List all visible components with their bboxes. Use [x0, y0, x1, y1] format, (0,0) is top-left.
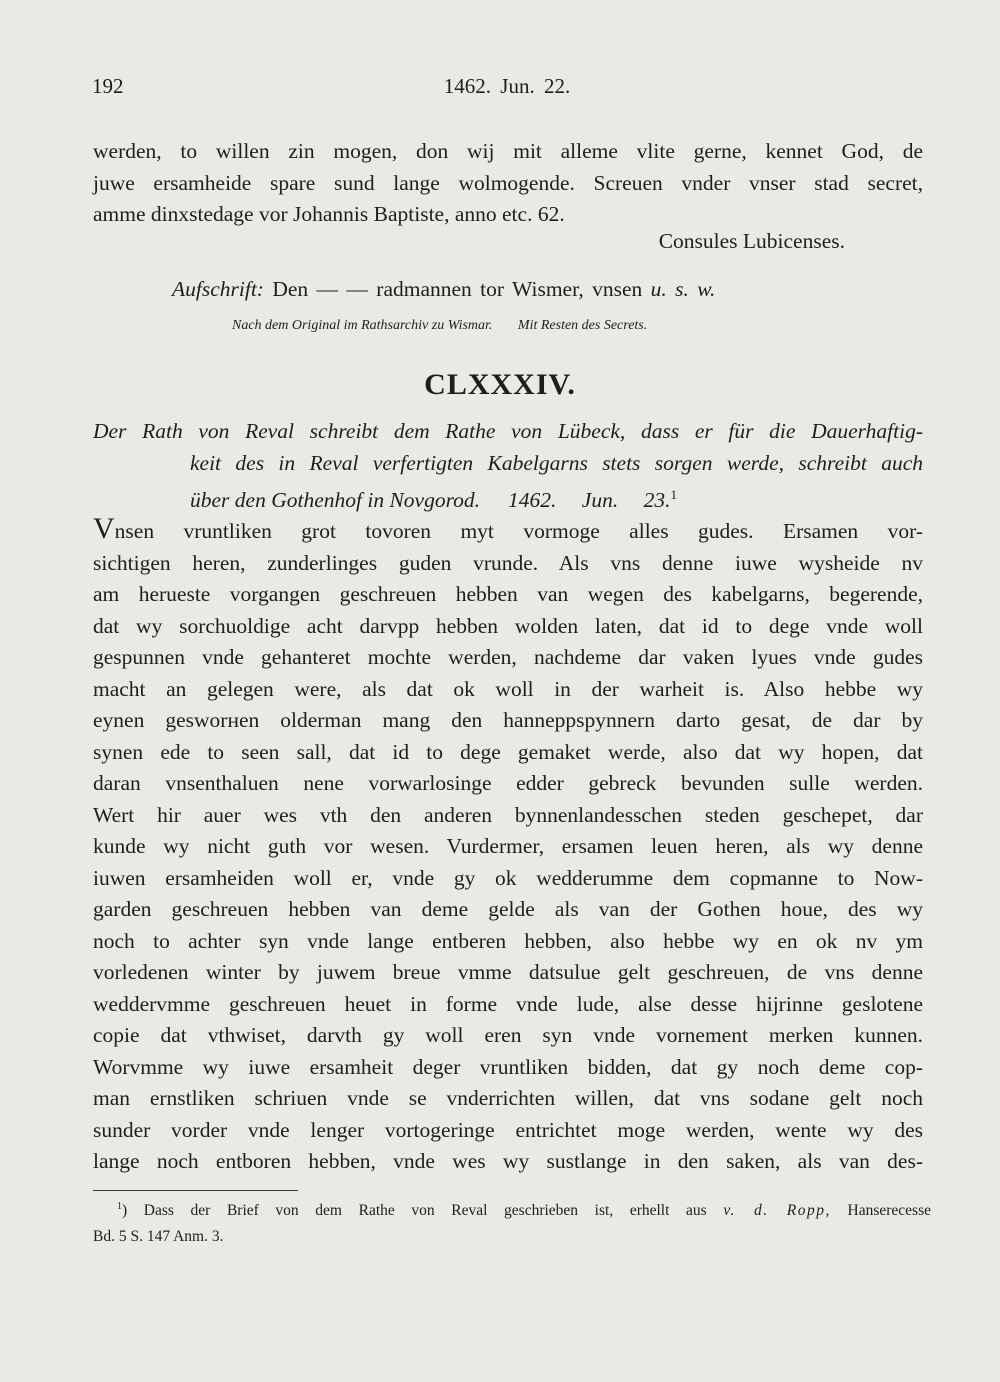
summary-line: keit des in Reval verfertigten Kabelgarns stets sorgen werde, schreibt auch — [190, 450, 923, 475]
text-line: copie dat vthwiset, darvth gy woll eren syn vnde vornement merken kunnen. — [93, 1023, 923, 1047]
text-line: daran vnsenthaluen nene vorwarlosinge edder gebreck bevunden sulle werden. — [93, 771, 923, 795]
text-line: kunde wy nicht guth vor wesen. Vurdermer, ersamen leuen heren, als wy denne — [93, 834, 923, 858]
source-seal: Mit Resten des Secrets. — [517, 318, 648, 333]
closing-signature: Consules Lubicenses. — [658, 229, 845, 253]
text-line: vorledenen winter by juwem breue vmme datsulue gelt geschreuen, de vns denne — [93, 960, 923, 984]
text-line: iuwen ersamheiden woll er, vnde gy ok wedderumme dem copmanne to Now- — [93, 865, 923, 890]
text-line: eynen gesworнen olderman mang den hanneppspynnern darto gesat, de dar by — [93, 708, 923, 732]
text-line: garden geschreuen hebben van deme gelde als van der Gothen houe, des wy — [93, 897, 923, 921]
summary-line: Der Rath von Reval schreibt dem Rathe von Lübeck, dass er für die Dauerhaftig- — [93, 419, 923, 443]
footnote-text: ) Dass der Brief von dem Rathe von Reval geschrieben ist, erhellt aus — [122, 1202, 707, 1220]
text-line: Wert hir auer wes vth den anderen bynnenlandesschen steden geschepet, dar — [93, 802, 923, 827]
text-line: Worvmme wy iuwe ersamheit deger vruntliken bidden, dat gy noch deme cop- — [93, 1054, 923, 1079]
text-line: gespunnen vnde gehanteret mochte werden, nachdeme dar vaken lyues vnde gudes — [93, 645, 923, 669]
text-line: noch to achter syn vnde lange entberen hebben, also hebbe wy en ok nv ym — [93, 928, 923, 953]
text-line: sunder vorder vnde lenger vortogeringe entrichtet moge werden, wente wy des — [93, 1117, 923, 1142]
source-original: Nach dem Original im Rathsarchiv zu Wismar. — [232, 318, 493, 333]
footnote-line — [93, 1194, 931, 1224]
document-number: CLXXXIV. — [424, 368, 576, 401]
footnote-author: v. d. Ropp, — [723, 1202, 831, 1220]
footnote-line: Bd. 5 S. 147 Anm. 3. — [93, 1228, 224, 1246]
footnote-rule — [93, 1190, 298, 1191]
text-line: amme dinxstedage vor Johannis Baptiste, anno etc. 62. — [93, 202, 565, 226]
text-line: sichtigen heren, zunderlinges guden vrunde. Als vns denne iuwe wysheide nv — [93, 550, 923, 575]
text-line: am herueste vorgangen geschreuen hebben van wegen des kabelgarns, begerende, — [93, 582, 923, 606]
document-summary — [93, 416, 923, 517]
initial-letter: V — [93, 512, 115, 545]
summary-date: 1462. Jun. 23. — [508, 488, 671, 513]
text-line: synen ede to seen sall, dat id to dege gemaket werde, also dat wy hopen, dat — [93, 739, 923, 764]
source-note — [232, 318, 647, 334]
address-label: Aufschrift: — [172, 277, 264, 301]
text-line: juwe ersamheide spare sund lange wolmogende. Screuen vnder vnser stad secret, — [93, 170, 923, 195]
text-line: lange noch entboren hebben, vnde wes wy sustlange in den saken, als van des- — [93, 1149, 923, 1173]
running-header — [92, 74, 922, 104]
intro-paragraph — [93, 136, 923, 231]
first-line-text: nsen vruntliken grot tovoren myt vormoge alles gudes. Ersamen vor- — [114, 519, 923, 543]
header-date: 1462. Jun. 22. — [443, 74, 571, 98]
footnote — [93, 1194, 931, 1250]
text-line: dat wy sorchuoldige acht darvpp hebben wolden laten, dat id to dege vnde woll — [93, 613, 923, 638]
address-text: Den — — radmannen tor Wismer, vnsen — [272, 277, 643, 301]
text-line: macht an gelegen were, als dat ok woll in der warheit is. Also hebbe wy — [93, 676, 923, 701]
summary-line-last — [93, 479, 923, 517]
text-line — [93, 512, 923, 548]
text-line: werden, to willen zin mogen, don wij mit alleme vlite gerne, kennet God, de — [93, 139, 923, 163]
footnote-ref: 1 — [670, 487, 677, 502]
text-line: man ernstliken schriuen vnde se vnderrichten willen, dat vns sodane gelt noch — [93, 1086, 923, 1110]
summary-line-text: über den Gothenhof in Novgorod. — [190, 488, 481, 513]
footnote-work: Hanserecesse — [847, 1202, 931, 1220]
footnote-marker: 1 — [117, 1201, 122, 1212]
text-line: weddervmme geschreuen heuet in forme vnde lude, alse desse hijrinne geslotene — [93, 991, 923, 1016]
page-number: 192 — [92, 74, 124, 98]
address-line — [172, 277, 715, 302]
letter-body — [93, 512, 923, 1178]
address-abbr: u. s. w. — [650, 277, 716, 301]
